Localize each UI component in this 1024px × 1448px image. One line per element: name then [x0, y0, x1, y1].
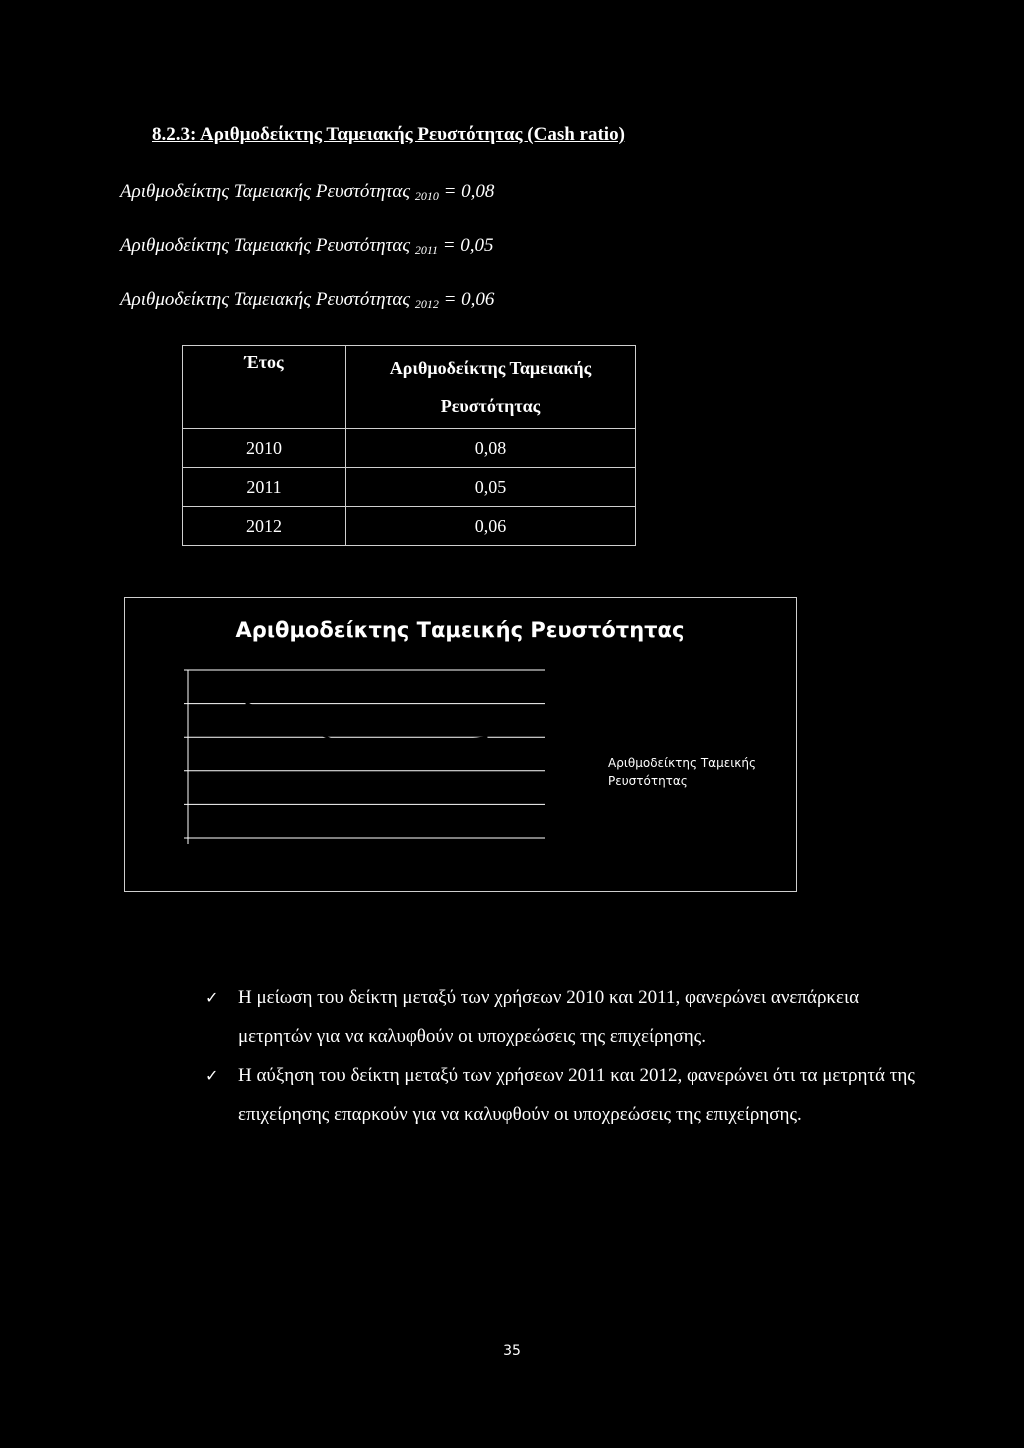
cell-year: 2010 — [183, 429, 346, 468]
data-point — [246, 702, 250, 706]
formula-year: 2010 — [414, 189, 439, 203]
cell-year: 2011 — [183, 468, 346, 507]
data-point — [365, 752, 369, 756]
formula-year: 2012 — [414, 297, 439, 311]
header-year: Έτος — [183, 346, 346, 429]
formula-value: = 0,06 — [443, 289, 495, 310]
chart-title: Αριθμοδείκτης Ταμεικής Ρευστότητας — [235, 618, 685, 642]
check-icon: ✓ — [205, 988, 219, 1007]
section-heading: 8.2.3: Αριθμοδείκτης Ταμειακής Ρευστότητας (Cash ratio) — [152, 124, 625, 145]
cell-value: 0,05 — [346, 468, 636, 507]
formula-value: = 0,05 — [442, 235, 494, 256]
cell-value: 0,06 — [346, 507, 636, 546]
data-point — [484, 735, 488, 739]
formula-year: 2011 — [414, 243, 438, 257]
legend-entry: Αριθμοδείκτης Ταμεικής Ρευστότητας — [608, 756, 756, 788]
cell-value: 0,08 — [346, 429, 636, 468]
cell-year: 2012 — [183, 507, 346, 546]
conclusions-list — [205, 978, 915, 1134]
list-item — [205, 1056, 915, 1134]
page-number: 35 — [503, 1343, 521, 1359]
formula-value: = 0,08 — [443, 181, 495, 202]
list-item — [205, 978, 915, 1056]
series-line — [248, 704, 486, 754]
header-ratio: Αριθμοδείκτης Ταμειακής Ρευστότητας — [346, 346, 636, 429]
chart-legend — [608, 754, 798, 790]
bullet-text: Η αύξηση του δείκτη μεταξύ των χρήσεων 2011 και 2012, φανερώνει ότι τα μετρητά της επιχείρησης επαρκούν για να καλυφθούν οι υποχρεώσεις της επιχείρησης. — [238, 1065, 915, 1125]
check-icon: ✓ — [205, 1066, 219, 1085]
formula-label: Αριθμοδείκτης Ταμειακής Ρευστότητας — [120, 289, 411, 310]
formula-label: Αριθμοδείκτης Ταμειακής Ρευστότητας — [120, 235, 411, 256]
bullet-text: Η μείωση του δείκτη μεταξύ των χρήσεων 2010 και 2011, φανερώνει ανεπάρκεια μετρητών για να καλυφθούν οι υποχρεώσεις της επιχείρησης. — [238, 987, 860, 1047]
formula-label: Αριθμοδείκτης Ταμειακής Ρευστότητας — [120, 181, 411, 202]
